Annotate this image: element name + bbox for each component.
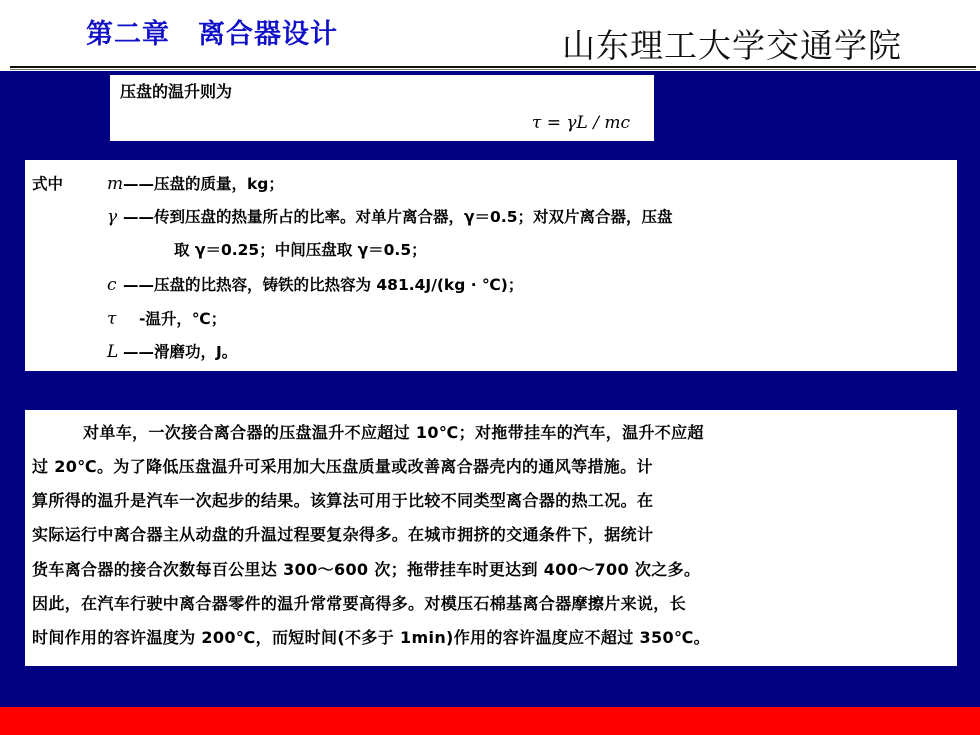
- definition-text: ——滑磨功，J。: [123, 343, 238, 361]
- definition-text: ——压盘的比热容，铸铁的比热容为 481.4J/(kg · ℃)；: [123, 276, 524, 294]
- definition-symbol: τ: [107, 309, 117, 329]
- slide-header: [0, 0, 980, 66]
- definition-symbol: m: [107, 174, 124, 194]
- definition-item-tau: [107, 307, 226, 329]
- header-divider-thin: [10, 69, 976, 70]
- definition-text: ——传到压盘的热量所占的比率。对单片离合器，γ＝0.5；对双片离合器，压盘: [123, 208, 673, 226]
- paragraph-line: 货车离合器的接合次数每百公里达 300～600 次；拖带挂车时更达到 400～700 次之多。: [32, 560, 701, 579]
- definition-symbol: L: [107, 342, 119, 362]
- definition-text: ——压盘的质量，kg；: [123, 175, 284, 193]
- paragraph-line: 实际运行中离合器主从动盘的升温过程要复杂得多。在城市拥挤的交通条件下，据统计: [32, 525, 654, 544]
- bottom-red-bar: [0, 707, 980, 735]
- formula-box: [110, 75, 654, 141]
- paragraph-line: 因此，在汽车行驶中离合器零件的温升常常要高得多。对模压石棉基离合器摩擦片来说，长: [32, 594, 687, 613]
- definition-item-c: [107, 273, 523, 295]
- definition-item-gamma-continued: [174, 238, 427, 260]
- paragraph-line: 时间作用的容许温度为 200℃，而短时间(不多于 1min)作用的容许温度应不超过 350℃。: [32, 628, 711, 647]
- definition-item-gamma: [107, 205, 673, 227]
- definition-item-L: [107, 340, 237, 362]
- paragraph-line: 过 20℃。为了降低压盘温升可采用加大压盘质量或改善离合器壳内的通风等措施。计: [32, 457, 653, 476]
- definition-text: 取 γ＝0.25；中间压盘取 γ＝0.5；: [174, 241, 427, 259]
- formula-intro: 压盘的温升则为: [120, 82, 233, 101]
- paragraph-line: 算所得的温升是汽车一次起步的结果。该算法可用于比较不同类型离合器的热工况。在: [32, 491, 654, 510]
- paragraph-line: 对单车，一次接合离合器的压盘温升不应超过 10℃；对拖带挂车的汽车，温升不应超: [83, 423, 704, 442]
- definitions-lead: 式中: [32, 175, 64, 193]
- definitions-box: [25, 160, 957, 371]
- header-divider: [10, 66, 976, 68]
- chapter-title: 第二章 离合器设计: [86, 19, 338, 50]
- definition-item-m: [107, 172, 284, 194]
- formula: τ = γL / mc: [531, 113, 630, 133]
- definition-symbol: c: [107, 275, 117, 295]
- institution-name: 山东理工大学交通学院: [562, 26, 902, 65]
- definition-text: -温升，℃；: [139, 310, 227, 328]
- definition-symbol: γ: [107, 207, 118, 227]
- paragraph-box: [25, 410, 957, 666]
